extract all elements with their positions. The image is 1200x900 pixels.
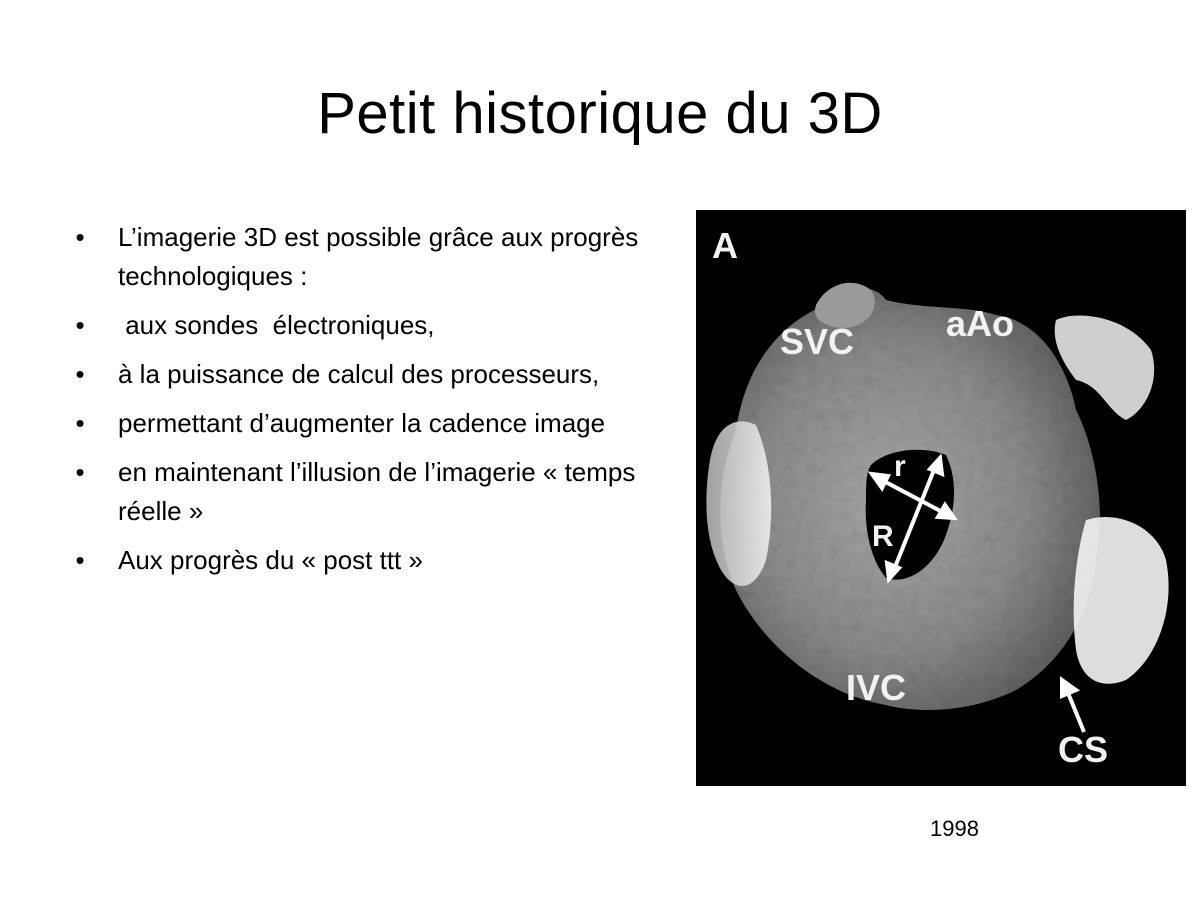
bullet-dot: • [75,545,85,575]
label-cs: CS [1058,729,1109,770]
bullet-item [70,218,650,296]
label-r-small: r [894,450,906,483]
figure-caption-year: 1998 [930,816,979,841]
bullet-item [70,306,650,345]
bullet-text: en maintenant l’illusion de l’imagerie « temps réelle » [118,457,636,526]
bullet-dot: • [75,408,85,438]
bullet-text: aux sondes électroniques, [118,310,435,340]
bullet-text: Aux progrès du « post ttt » [118,545,423,575]
bullet-item [70,404,650,443]
bullet-list [70,218,650,590]
bullet-dot: • [75,222,85,252]
echo-3d-image [696,210,1186,786]
label-r-large: R [872,520,894,553]
label-aao: aAo [946,303,1015,344]
slide-title: Petit historique du 3D [317,81,883,146]
label-svc: SVC [780,321,855,362]
bullet-item [70,453,650,531]
bullet-text: à la puissance de calcul des processeurs, [118,359,600,389]
bullet-dot: • [75,310,85,340]
bullet-dot: • [75,359,85,389]
heart-rendering [696,210,1186,786]
panel-letter: A [712,225,738,266]
bullet-text: permettant d’augmenter la cadence image [118,408,606,438]
bullet-item [70,541,650,580]
label-ivc: IVC [846,667,907,708]
bullet-text: L’imagerie 3D est possible grâce aux progrès technologiques : [118,222,639,291]
bullet-dot: • [75,457,85,487]
bullet-item [70,355,650,394]
